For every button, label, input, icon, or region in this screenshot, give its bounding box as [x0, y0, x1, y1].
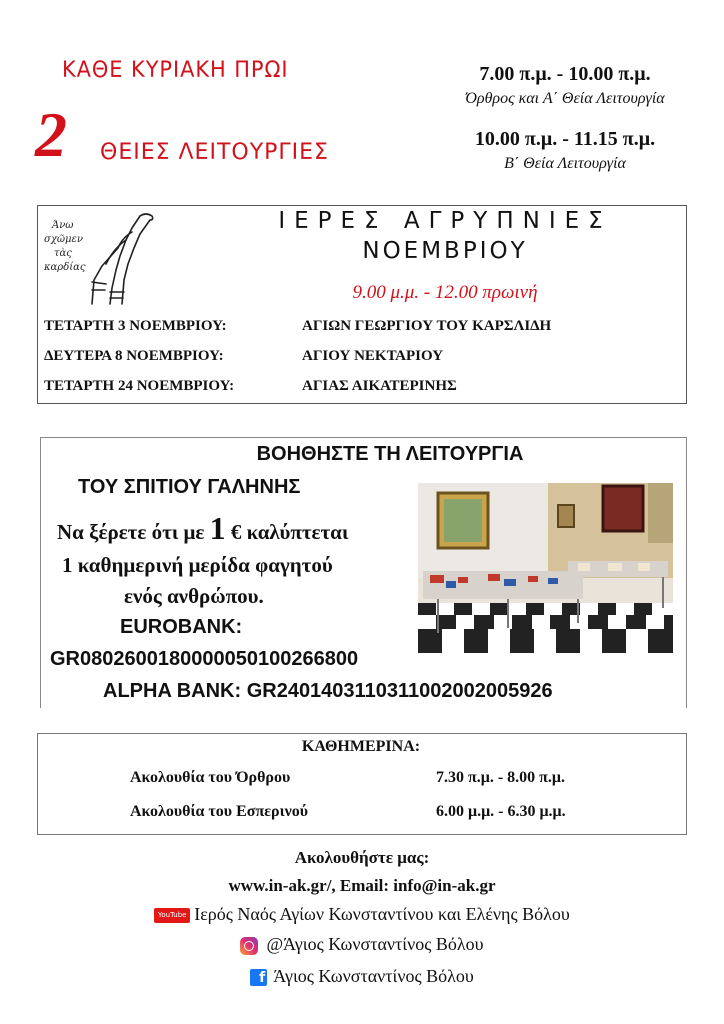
service1-time: 7.00 π.μ. - 10.00 π.μ.	[479, 63, 651, 85]
daily-service-name: Ακολουθία του Όρθρου	[130, 769, 291, 786]
eurobank-iban: GR0802600180000050100266800	[50, 648, 359, 670]
help-cost-prefix: Να ξέρετε ότι με	[57, 520, 205, 544]
every-sunday-heading: ΚΑΘΕ ΚΥΡΙΑΚΗ ΠΡΩΙ	[62, 58, 289, 83]
service2-time: 10.00 π.μ. - 11.15 π.μ.	[474, 128, 656, 150]
help-cost-suffix: € καλύπτεται	[230, 520, 349, 544]
service1-name: Όρθρος και Α΄ Θεία Λειτουργία	[465, 90, 665, 107]
follow-us: Ακολουθήστε μας:	[294, 848, 430, 867]
daily-service-time: 7.30 π.μ. - 8.00 π.μ.	[436, 769, 565, 786]
youtube-channel-name: Ιερός Ναός Αγίων Κωνσταντίνου και Ελένης Βόλου	[194, 904, 570, 924]
logo-text-4: καρδίας	[44, 262, 86, 273]
facebook-link[interactable]	[0, 966, 724, 987]
alpha-bank-iban: ALPHA BANK: GR2401403110311002002005926	[103, 680, 553, 702]
dining-room-photo	[418, 483, 673, 653]
website-email[interactable]: www.in-ak.gr/, Email: info@in-ak.gr	[228, 876, 496, 895]
facebook-page-name: Άγιος Κωνσταντίνος Βόλου	[273, 966, 474, 986]
daily-heading: ΚΑΘΗΜΕΡΙΝΑ:	[301, 738, 421, 755]
youtube-icon: YouTube	[154, 908, 190, 923]
help-cost-line	[57, 510, 348, 547]
vigil-date: ΔΕΥΤΕΡΑ 8 ΝΟΕΜΒΡΙΟΥ:	[44, 348, 224, 364]
vigil-saint: ΑΓΙΟΥ ΝΕΚΤΑΡΙΟΥ	[302, 348, 444, 364]
logo-text-3: τὰς	[54, 248, 72, 259]
instagram-icon	[240, 937, 258, 955]
vigil-date: ΤΕΤΑΡΤΗ 3 ΝΟΕΜΒΡΙΟΥ:	[44, 318, 227, 334]
help-cost-number: 1	[209, 510, 226, 546]
youtube-link[interactable]	[0, 904, 724, 925]
instagram-handle: @Άγιος Κωνσταντίνος Βόλου	[266, 934, 484, 954]
service2-name: Β΄ Θεία Λειτουργία	[504, 155, 626, 172]
daily-service-name: Ακολουθία του Εσπερινού	[130, 803, 309, 820]
vigil-saint: ΑΓΙΑΣ ΑΙΚΑΤΕΡΙΝΗΣ	[302, 378, 457, 394]
vigil-saint: ΑΓΙΩΝ ΓΕΩΡΓΙΟΥ ΤΟΥ ΚΑΡΣΛΙΔΗ	[302, 318, 552, 334]
vigil-date: ΤΕΤΑΡΤΗ 24 ΝΟΕΜΒΡΙΟΥ:	[44, 378, 235, 394]
eurobank-label: EUROBANK:	[120, 616, 243, 638]
logo-text-2: σχῶμεν	[44, 234, 83, 245]
liturgies-heading: ΘΕΙΕΣ ΛΕΙΤΟΥΡΓΙΕΣ	[100, 140, 329, 165]
help-person-line: ενός ανθρώπου.	[124, 584, 264, 608]
daily-service-time: 6.00 μ.μ. - 6.30 μ.μ.	[436, 803, 566, 820]
instagram-link[interactable]	[0, 934, 724, 955]
liturgy-count: 2	[35, 99, 67, 170]
vigils-month: ΝΟΕΜΒΡΙΟΥ	[362, 238, 528, 264]
vigils-title: ΙΕΡΕΣ ΑΓΡΥΠΝΙΕΣ	[278, 208, 612, 234]
vigils-time: 9.00 μ.μ. - 12.00 πρωινή	[352, 282, 538, 303]
raised-hands-logo	[40, 208, 168, 312]
facebook-icon: f	[250, 969, 267, 986]
logo-text-1: Άνω	[52, 220, 74, 231]
help-subheading: ΤΟΥ ΣΠΙΤΙΟΥ ΓΑΛΗΝΗΣ	[78, 476, 301, 498]
help-meal-line: 1 καθημερινή μερίδα φαγητού	[62, 553, 333, 577]
help-heading: ΒΟΗΘΗΣΤΕ ΤΗ ΛΕΙΤΟΥΡΓΙΑ	[256, 443, 524, 465]
